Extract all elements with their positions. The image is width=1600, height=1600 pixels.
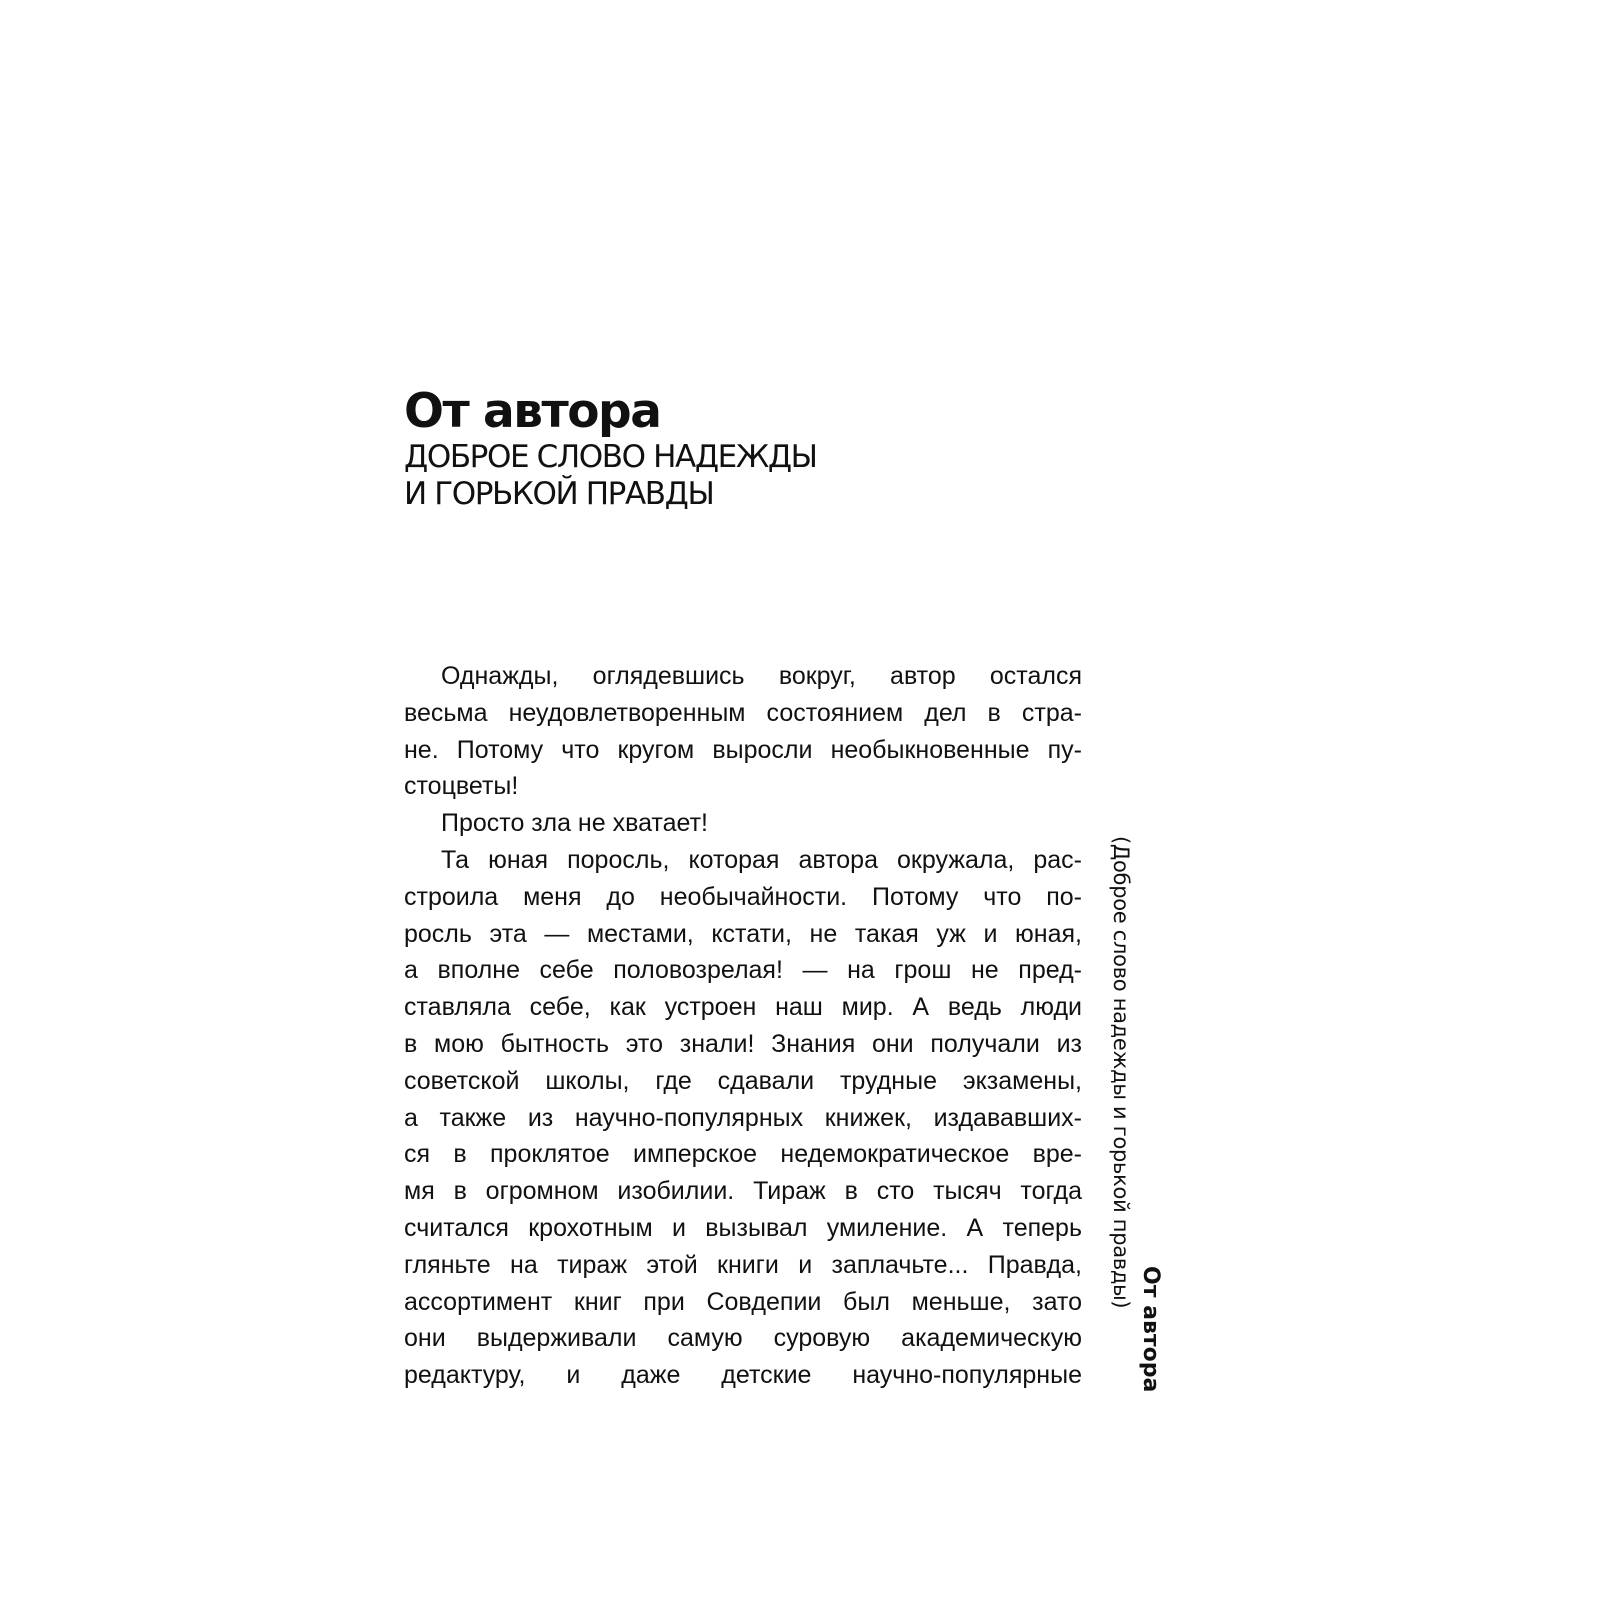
running-head-title: От автора bbox=[1138, 1265, 1163, 1392]
chapter-title: От автора bbox=[404, 384, 661, 439]
running-head-subtitle: (Доброе слово надежды и горькой правды) bbox=[1109, 836, 1133, 1309]
text-line: редактуру, и даже детские научно-популярные bbox=[404, 1361, 1082, 1390]
text-line: строила меня до необычайности. Потому что по- bbox=[404, 882, 1082, 911]
text-line: весьма неудовлетворенным состоянием дел в стра- bbox=[404, 698, 1082, 727]
text-line: Та юная поросль, которая автора окружала, рас- bbox=[441, 845, 1082, 874]
text-line: в мою бытность это знали! Знания они получали из bbox=[404, 1029, 1082, 1058]
running-head bbox=[1105, 836, 1165, 1392]
chapter-subtitle bbox=[404, 439, 1044, 513]
body-text bbox=[404, 658, 1082, 1394]
chapter-heading bbox=[404, 385, 1044, 513]
chapter-subtitle-line-1: ДОБРОЕ СЛОВО НАДЕЖДЫ bbox=[404, 439, 817, 475]
text-line: считался крохотным и вызывал умиление. А теперь bbox=[404, 1213, 1082, 1242]
text-line: ставляла себе, как устроен наш мир. А ведь люди bbox=[404, 993, 1082, 1022]
text-line: гляньте на тираж этой книги и заплачьте... Правда, bbox=[404, 1250, 1082, 1279]
text-line: они выдерживали самую суровую академическую bbox=[404, 1324, 1082, 1353]
chapter-subtitle-line-2: И ГОРЬКОЙ ПРАВДЫ bbox=[404, 476, 714, 512]
text-line: а вполне себе половозрелая! — на грош не пред- bbox=[404, 956, 1082, 985]
text-line: росль эта — местами, кстати, не такая уж и юная, bbox=[404, 919, 1082, 948]
text-line: мя в огромном изобилии. Тираж в сто тысяч тогда bbox=[404, 1177, 1082, 1206]
text-line: ассортимент книг при Совдепии был меньше, зато bbox=[404, 1287, 1082, 1316]
text-line: Просто зла не хватает! bbox=[441, 809, 708, 838]
text-line: стоцветы! bbox=[404, 772, 519, 801]
text-line: советской школы, где сдавали трудные экзамены, bbox=[404, 1066, 1082, 1095]
text-line: Однажды, оглядевшись вокруг, автор остался bbox=[441, 662, 1082, 690]
text-line: а также из научно-популярных книжек, издававших- bbox=[404, 1103, 1082, 1132]
text-line: ся в проклятое имперское недемократическое вре- bbox=[404, 1140, 1082, 1169]
text-line: не. Потому что кругом выросли необыкновенные пу- bbox=[404, 735, 1082, 764]
